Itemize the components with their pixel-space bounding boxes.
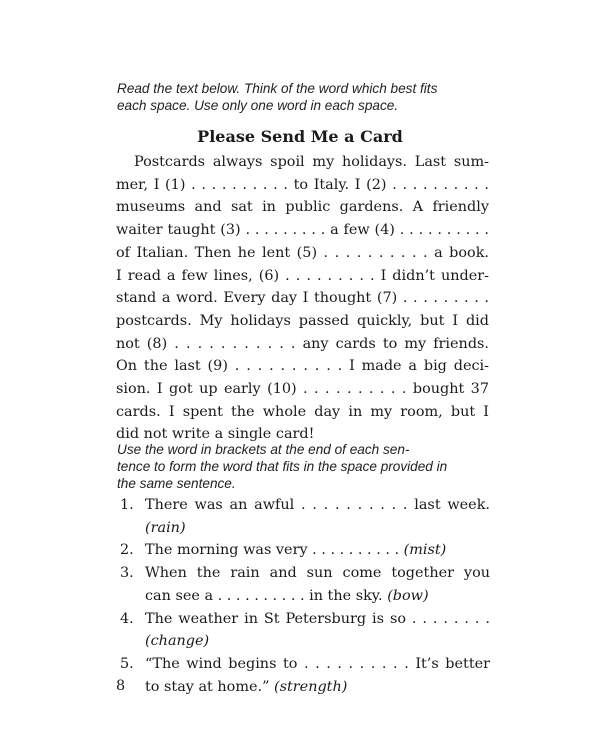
item-line xyxy=(145,676,490,699)
item-text: to stay at home.” xyxy=(145,678,275,695)
item-line: When the rain and sun come together you xyxy=(145,565,490,582)
passage-line: sion. I got up early (10) . . . . . . . . . . bought 37 xyxy=(116,381,489,398)
item-line xyxy=(145,539,490,562)
item-line: “The wind begins to . . . . . . . . . . It’s better xyxy=(145,655,490,672)
item-hint: (bow) xyxy=(387,587,429,604)
exercise-item-1 xyxy=(116,494,490,539)
item-number: 1. xyxy=(120,497,134,513)
item-line xyxy=(145,517,490,540)
passage-line: museums and sat in public gardens. A friendly xyxy=(116,199,489,216)
item-number: 4. xyxy=(120,610,134,627)
exercise-item-4 xyxy=(116,608,490,653)
item-hint: (change) xyxy=(145,633,210,650)
item-text: can see a . . . . . . . . . . in the sky. xyxy=(145,587,388,604)
exercise-item-3 xyxy=(116,562,490,607)
passage-line: mer, I (1) . . . . . . . . . . to Italy. I (2) . . . . . . . . . . xyxy=(116,176,489,193)
passage-text xyxy=(116,151,489,446)
passage-line: not (8) . . . . . . . . . . . any cards to my friends. xyxy=(116,335,489,352)
item-hint: (rain) xyxy=(145,519,186,536)
item-line xyxy=(145,630,490,653)
exercise-1-instruction xyxy=(117,80,489,114)
passage-line: cards. I spent the whole day in my room, but I xyxy=(116,403,489,420)
passage-line: of Italian. Then he lent (5) . . . . . . . . . . a book. xyxy=(116,244,489,261)
item-text: The morning was very . . . . . . . . . . xyxy=(145,542,404,559)
passage-line: I read a few lines, (6) . . . . . . . . . I didn’t under- xyxy=(116,267,489,284)
exercise-2-list xyxy=(116,494,490,698)
item-line: There was an awful . . . . . . . . . . last week. xyxy=(145,497,490,513)
passage-line: did not write a single card! xyxy=(116,426,315,443)
passage-line: On the last (9) . . . . . . . . . . I made a big deci- xyxy=(116,358,489,375)
passage-line: waiter taught (3) . . . . . . . . . a few (4) . . . . . . . . . . xyxy=(116,222,489,239)
passage-line: Postcards always spoil my holidays. Last sum- xyxy=(134,154,489,170)
instruction-line: Read the text below. Think of the word which best fits xyxy=(117,81,438,96)
exercise-item-5 xyxy=(116,653,490,698)
item-hint: (strength) xyxy=(274,678,348,695)
page-number: 8 xyxy=(116,678,126,694)
instruction-line: the same sentence. xyxy=(117,476,236,491)
instruction-line: each space. Use only one word in each space. xyxy=(117,98,399,113)
passage-line: postcards. My holidays passed quickly, but I did xyxy=(116,312,489,329)
passage-title: Please Send Me a Card xyxy=(197,127,403,146)
item-line xyxy=(145,585,490,608)
exercise-2-instruction xyxy=(117,441,489,492)
exercise-item-2 xyxy=(116,539,490,562)
item-number: 2. xyxy=(120,542,134,559)
item-number: 5. xyxy=(120,655,134,672)
instruction-line: Use the word in brackets at the end of each sen- xyxy=(117,442,410,457)
passage-line: stand a word. Every day I thought (7) . . . . . . . . . xyxy=(116,290,489,307)
item-line: The weather in St Petersburg is so . . . . . . . . xyxy=(145,610,490,627)
item-number: 3. xyxy=(120,565,134,582)
instruction-line: tence to form the word that fits in the space provided in xyxy=(117,459,448,474)
item-hint: (mist) xyxy=(403,542,447,559)
